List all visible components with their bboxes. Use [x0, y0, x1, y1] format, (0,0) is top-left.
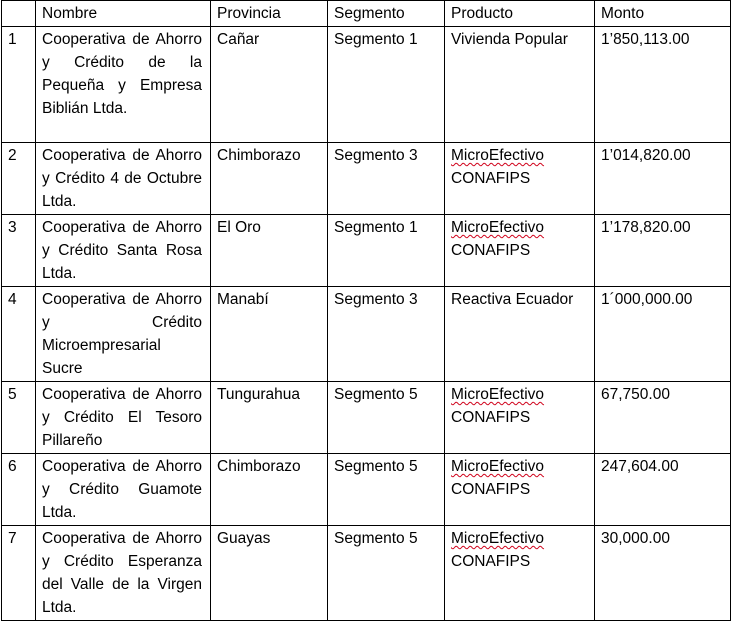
header-nombre: Nombre [36, 1, 211, 27]
producto-line-2: CONAFIPS [451, 553, 531, 570]
table-row [2, 454, 731, 526]
row-segmento: Segmento 1 [328, 27, 445, 143]
row-producto [445, 215, 595, 287]
row-nombre: Cooperativa de Ahorro y Crédito Guamote Ltda. [36, 454, 211, 526]
row-segmento: Segmento 5 [328, 382, 445, 454]
header-provincia: Provincia [211, 1, 328, 27]
row-number: 5 [2, 382, 36, 454]
row-monto: 30,000.00 [595, 526, 731, 621]
row-monto: 1’178,820.00 [595, 215, 731, 287]
row-provincia: Chimborazo [211, 454, 328, 526]
producto-line-1: MicroEfectivo [451, 386, 545, 403]
producto-line-1: MicroEfectivo [451, 147, 545, 164]
row-monto: 1’014,820.00 [595, 143, 731, 215]
table-row [2, 215, 731, 287]
row-monto: 1’850,113.00 [595, 27, 731, 143]
row-segmento: Segmento 1 [328, 215, 445, 287]
producto-line-1: Reactiva Ecuador [451, 291, 574, 308]
table-row [2, 27, 731, 143]
row-producto [445, 27, 595, 143]
row-segmento: Segmento 3 [328, 287, 445, 382]
table-row [2, 526, 731, 621]
row-nombre: Cooperativa de Ahorro y Crédito Santa Rosa Ltda. [36, 215, 211, 287]
row-nombre: Cooperativa de Ahorro y Crédito Microempresarial Sucre [36, 287, 211, 382]
row-nombre: Cooperativa de Ahorro y Crédito El Tesoro Pillareño [36, 382, 211, 454]
producto-line-2: CONAFIPS [451, 242, 531, 259]
header-row [2, 1, 731, 27]
row-monto: 247,604.00 [595, 454, 731, 526]
header-monto: Monto [595, 1, 731, 27]
table-row [2, 143, 731, 215]
header-producto: Producto [445, 1, 595, 27]
row-monto: 1´000,000.00 [595, 287, 731, 382]
cooperatives-table [1, 0, 731, 621]
producto-line-1: MicroEfectivo [451, 458, 545, 475]
row-producto [445, 454, 595, 526]
row-provincia: Chimborazo [211, 143, 328, 215]
producto-line-1: MicroEfectivo [451, 219, 545, 236]
row-nombre: Cooperativa de Ahorro y Crédito de la Pequeña y Empresa Biblián Ltda. [36, 27, 211, 143]
row-provincia: Manabí [211, 287, 328, 382]
producto-line-1: MicroEfectivo [451, 530, 545, 547]
row-number: 2 [2, 143, 36, 215]
row-number: 7 [2, 526, 36, 621]
header-segmento: Segmento [328, 1, 445, 27]
producto-line-2: CONAFIPS [451, 409, 531, 426]
row-provincia: Tungurahua [211, 382, 328, 454]
row-number: 1 [2, 27, 36, 143]
row-provincia: El Oro [211, 215, 328, 287]
row-number: 3 [2, 215, 36, 287]
row-number: 6 [2, 454, 36, 526]
row-segmento: Segmento 5 [328, 526, 445, 621]
row-nombre: Cooperativa de Ahorro y Crédito Esperanza del Valle de la Virgen Ltda. [36, 526, 211, 621]
row-producto [445, 143, 595, 215]
table-row [2, 382, 731, 454]
row-producto [445, 287, 595, 382]
producto-line-1: Vivienda Popular [451, 31, 568, 48]
row-provincia: Guayas [211, 526, 328, 621]
row-nombre: Cooperativa de Ahorro y Crédito 4 de Octubre Ltda. [36, 143, 211, 215]
producto-line-2: CONAFIPS [451, 170, 531, 187]
row-monto: 67,750.00 [595, 382, 731, 454]
row-producto [445, 526, 595, 621]
row-segmento: Segmento 5 [328, 454, 445, 526]
row-number: 4 [2, 287, 36, 382]
table-row [2, 287, 731, 382]
row-provincia: Cañar [211, 27, 328, 143]
row-segmento: Segmento 3 [328, 143, 445, 215]
producto-line-2: CONAFIPS [451, 481, 531, 498]
row-producto [445, 382, 595, 454]
header-number [2, 1, 36, 27]
